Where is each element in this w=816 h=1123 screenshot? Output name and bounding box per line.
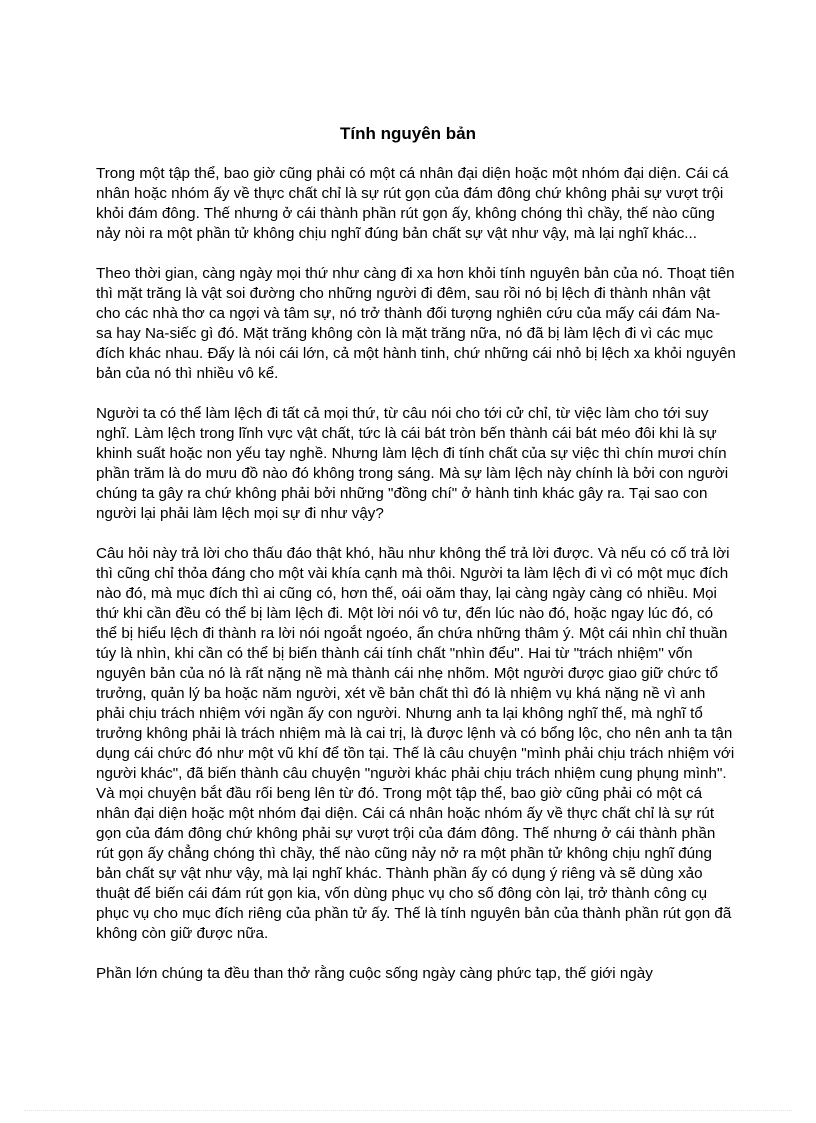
paragraph: Theo thời gian, càng ngày mọi thứ như càng đi xa hơn khỏi tính nguyên bản của nó. Thoạt tiên thì mặt trăng là vật soi đường cho những người đi đêm, sau rồi nó bị lệch đi thành nhân vật cho các nhà thơ ca ngợi và tâm sự, nó trở thành đối tượng nghiên cứu của mấy cái đám Na-sa hay Na-siếc gì đó. Mặt trăng không còn là mặt trăng nữa, nó đã bị làm lệch đi vì các mục đích khác nhau. Đấy là nói cái lớn, cả một hành tinh, chứ những cái nhỏ bị lệch xa khỏi nguyên bản của nó thì nhiều vô kể. <box>96 265 736 382</box>
document-title: Tính nguyên bản <box>340 124 476 143</box>
paragraph: Câu hỏi này trả lời cho thấu đáo thật khó, hầu như không thể trả lời được. Và nếu có cố trả lời thì cũng chỉ thỏa đáng cho một vài khía cạnh mà thôi. Người ta làm lệch đi vì có một mục đích nào đó, mà mục đích thì ai cũng có, hơn thế, oái oăm thay, lại càng ngày càng có nhiều. Mọi thứ khi cần đều có thể bị làm lệch đi. Một lời nói vô tư, đến lúc nào đó, hoặc ngay lúc đó, có thể bị hiểu lệch đi thành ra lời nói ngoắt ngoéo, ẩn chứa những thâm ý. Một cái nhìn chỉ thuần túy là nhìn, khi cần có thể bị biến thành cái tính chất "nhìn đểu". Hai từ "trách nhiệm" vốn nguyên bản của nó là rất nặng nề mà thành cái nhẹ nhõm. Một người được giao giữ chức tổ trưởng, quản lý ba hoặc năm người, xét về bản chất thì đó là nhiệm vụ khá nặng nề vì anh phải chịu trách nhiệm với ngần ấy con người. Nhưng anh ta lại không nghĩ thế, mà nghĩ tổ trưởng không phải là trách nhiệm mà là cai trị, là được lệnh và có bổng lộc, cho nên anh ta tận dụng cái chức đó như một vũ khí để tồn tại. Thế là câu chuyện "mình phải chịu trách nhiệm với người khác", đã biến thành câu chuyện "người khác phải chịu trách nhiệm cung phụng mình". Và mọi chuyện bắt đầu rối beng lên từ đó. Trong một tập thể, bao giờ cũng phải có một cá nhân đại diện hoặc một nhóm đại diện. Cái cá nhân hoặc nhóm ấy về thực chất chỉ là sự rút gọn của đám đông chứ không phải sự vượt trội của đám đông. Thế nhưng ở cái thành phần rút gọn ấy chẳng chóng thì chầy, thế nào cũng nảy nở ra một phần tử không chịu nghĩ đúng bản chất sự vật như vậy, mà lại nghĩ khác. Thành phần ấy có dụng ý riêng và sẽ dùng xảo thuật để biến cái đám rút gọn kia, vốn dùng phục vụ cho số đông còn lại, trở thành công cụ phục vụ cho mục đích riêng của phần tử ấy. Thế là tính nguyên bản của thành phần rút gọn đã không còn giữ được nữa. <box>96 545 735 942</box>
paragraph: Trong một tập thể, bao giờ cũng phải có một cá nhân đại diện hoặc một nhóm đại diện. Cái cá nhân hoặc nhóm ấy về thực chất chỉ là sự rút gọn của đám đông chứ không phải sự vượt trội khỏi đám đông. Thế nhưng ở cái thành phần rút gọn ấy, không chóng thì chầy, thế nào cũng nảy nòi ra một phần tử không chịu nghĩ đúng bản chất sự vật như vậy, mà lại nghĩ khác... <box>96 165 729 242</box>
document-body <box>96 164 736 1004</box>
page-bottom-divider <box>24 1110 792 1111</box>
paragraph: Phần lớn chúng ta đều than thở rằng cuộc sống ngày càng phức tạp, thế giới ngày <box>96 965 653 982</box>
paragraph: Người ta có thể làm lệch đi tất cả mọi thứ, từ câu nói cho tới cử chỉ, từ việc làm cho tới suy nghĩ. Làm lệch trong lĩnh vực vật chất, tức là cái bát tròn bến thành cái bát méo đôi khi là sự khinh suất hoặc non yếu tay nghề. Nhưng làm lệch đi tính chất của sự việc thì chín mươi chín phần trăm là do mưu đồ nào đó không trong sáng. Mà sự làm lệch này chính là bởi con người chúng ta gây ra chứ không phải bởi những "đồng chí" ở hành tinh khác gây ra. Tại sao con người lại phải làm lệch mọi sự đi như vậy? <box>96 405 729 522</box>
